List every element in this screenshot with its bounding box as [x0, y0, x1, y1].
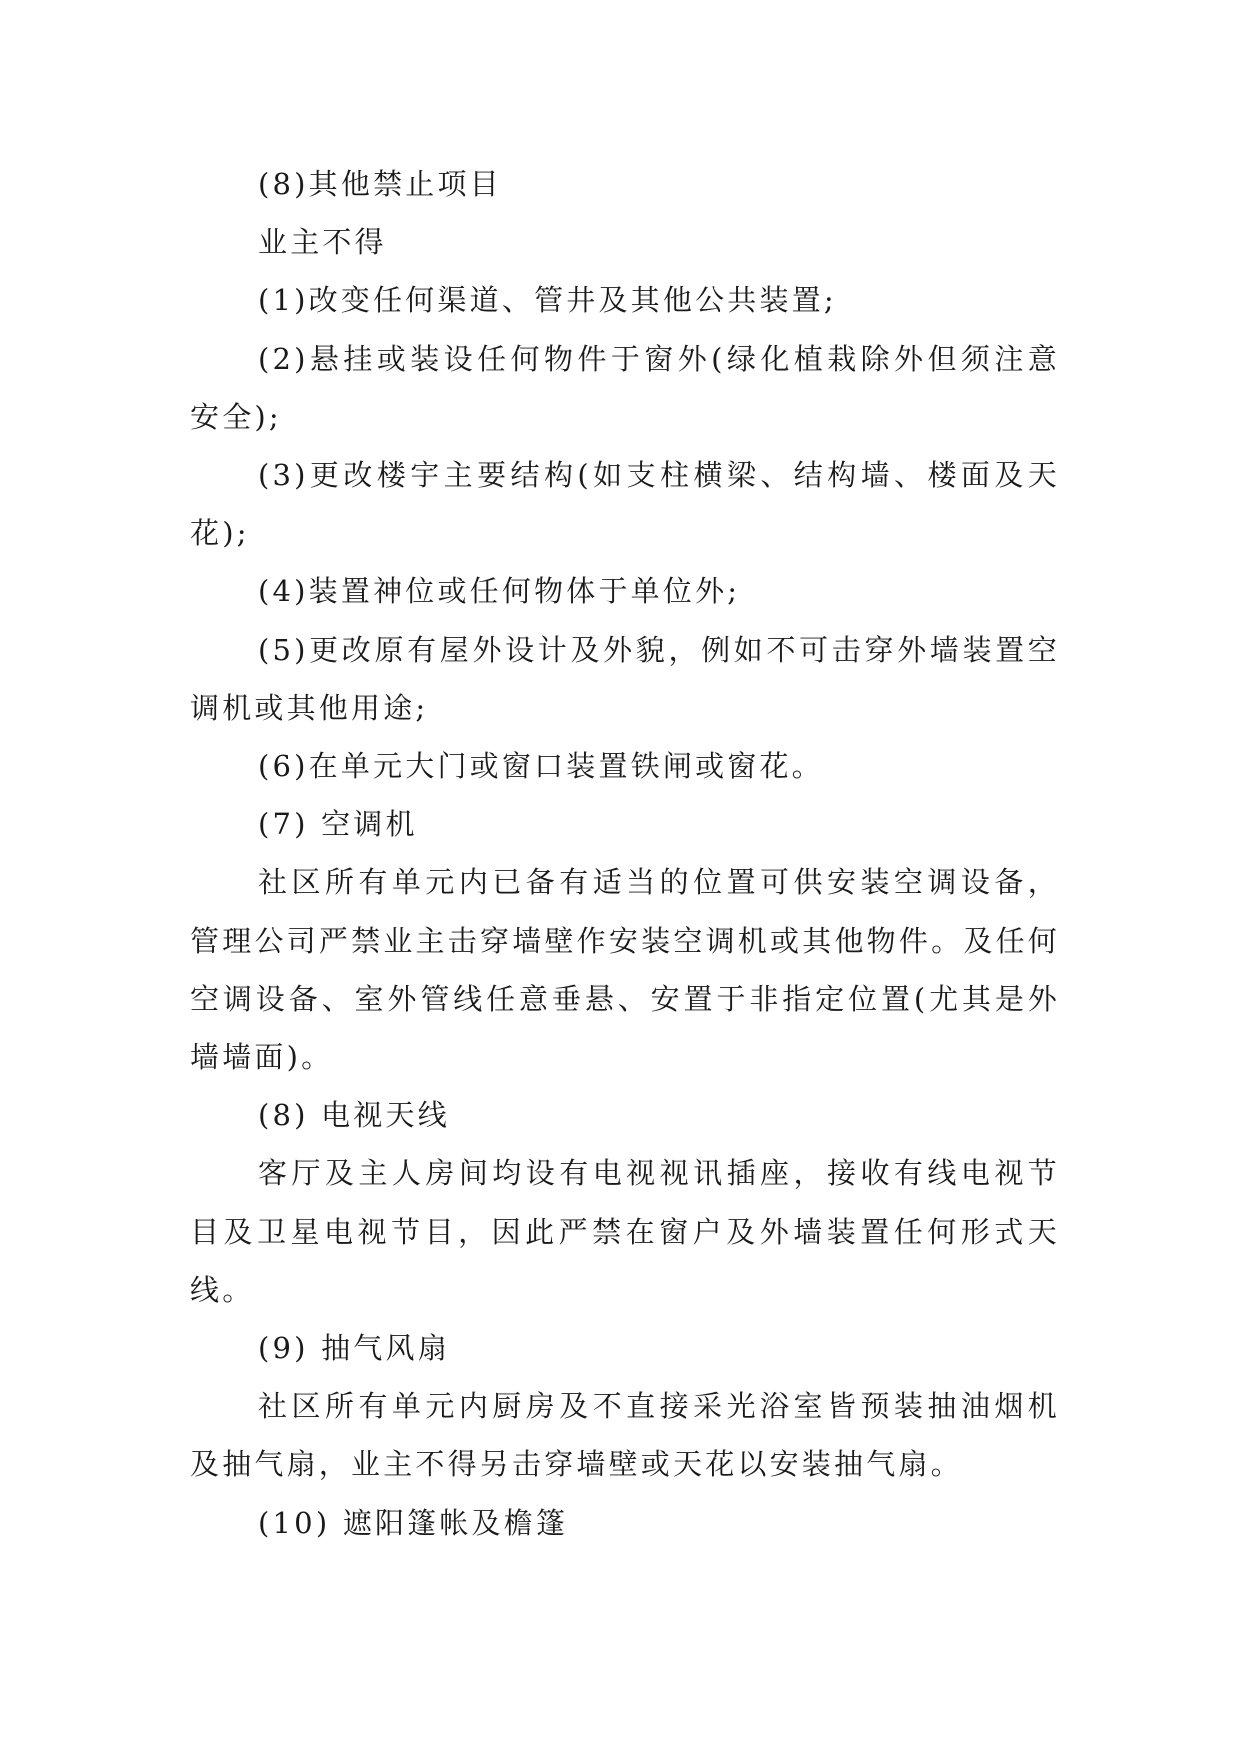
- tv-antenna-paragraph: 客厅及主人房间均设有电视视讯插座，接收有线电视节目及卫星电视节目，因此严禁在窗户及外墙装置任何形式天线。: [190, 1156, 1060, 1307]
- document-body: [190, 155, 1060, 1552]
- section-heading-air-conditioner: (7) 空调机: [258, 807, 418, 842]
- exhaust-fan-paragraph: 社区所有单元内厨房及不直接采光浴室皆预装抽油烟机及抽气扇，业主不得另击穿墙壁或天花以安装抽气扇。: [190, 1389, 1060, 1482]
- rule-item-1: (1)改变任何渠道、管井及其他公共装置;: [258, 283, 837, 318]
- section-heading-other-prohibited: (8)其他禁止项目: [258, 167, 502, 201]
- owner-shall-not-intro: 业主不得: [258, 225, 387, 260]
- section-heading-awnings: (10) 遮阳篷帐及檐篷: [258, 1505, 569, 1540]
- section-heading-tv-antenna: (8) 电视天线: [258, 1098, 450, 1133]
- rule-item-5: (5)更改原有屋外设计及外貌，例如不可击穿外墙装置空调机或其他用途;: [190, 632, 1060, 725]
- rule-item-3: (3)更改楼宇主要结构(如支柱横梁、结构墙、楼面及天花);: [190, 458, 1060, 551]
- rule-item-4: (4)装置神位或任何物体于单位外;: [258, 574, 741, 609]
- rule-item-6: (6)在单元大门或窗口装置铁闸或窗花。: [258, 749, 824, 784]
- section-heading-exhaust-fan: (9) 抽气风扇: [258, 1331, 450, 1366]
- air-conditioner-paragraph: 社区所有单元内已备有适当的位置可供安装空调设备，管理公司严禁业主击穿墙壁作安装空调机或其他物件。及任何空调设备、室外管线任意垂悬、安置于非指定位置(尤其是外墙墙面)。: [190, 865, 1060, 1075]
- rule-item-2: (2)悬挂或装设任何物件于窗外(绿化植栽除外但须注意安全);: [190, 341, 1060, 434]
